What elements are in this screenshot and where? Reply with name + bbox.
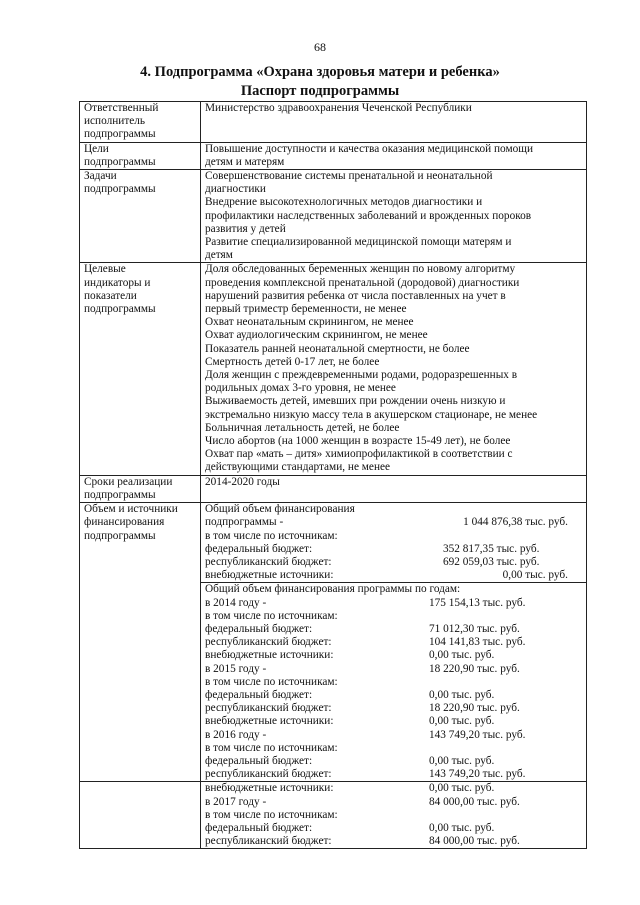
indicators-label: Целевые индикаторы и показатели подпрограммы [80, 263, 201, 475]
year-2016-republic: республиканский бюджет: 143 749,20 тыс. руб. [205, 768, 526, 781]
section-heading: 4. Подпрограмма «Охрана здоровья матери и ребенка» [140, 64, 500, 80]
tasks-value: Совершенствование системы пренатальной и неонатальной диагностики Внедрение высокотехнологичных методов диагностики и профилактики наследственных заболеваний и врожденных пороков развития у детей Развитие специализированной медицинской помощи матерям и детям [201, 170, 587, 263]
row-funding-totals [80, 503, 587, 583]
row-indicators [80, 263, 587, 475]
funding-label: Объем и источники финансирования подпрограммы [80, 503, 201, 782]
year-2015-federal: федеральный бюджет: 0,00 тыс. руб. [205, 688, 495, 701]
year-2014: в 2014 году - 175 154,13 тыс. руб. [205, 596, 526, 609]
row-funding-continued [80, 782, 587, 849]
year-2014-republic: республиканский бюджет: 104 141,83 тыс. руб. [205, 636, 526, 649]
funding-federal: федеральный бюджет: 352 817,35 тыс. руб. [205, 542, 540, 555]
funding-totals: Общий объем финансирования подпрограммы - 1 044 876,38 тыс. руб. в том числе по источникам: федеральный бюджет: 352 817,35 тыс. руб. республиканский бюджет: 692 059,03 тыс. руб. внебюджетные источники: 0,00 тыс. руб. [201, 503, 587, 583]
year-2016-federal: федеральный бюджет: 0,00 тыс. руб. [205, 754, 495, 767]
year-2015-extra: внебюджетные источники: 0,00 тыс. руб. [205, 715, 495, 728]
year-2016: в 2016 году - 143 749,20 тыс. руб. [205, 728, 526, 741]
funding-by-years-continued: внебюджетные источники: 0,00 тыс. руб. в 2017 году - 84 000,00 тыс. руб. в том числе по источникам: федеральный бюджет: 0,00 тыс. руб. республиканский бюджет: 84 000,00 тыс. руб. [201, 782, 587, 849]
indicators-value: Доля обследованных беременных женщин по новому алгоритму проведения комплексной пренатальной (дородовой) диагностики нарушений развития ребенка от числа поставленных на учет в первый триместр беременности, не менее Охват неонатальным скринингом, не менее Охват аудиологическим скринингом, не менее Показатель ранней неонатальной смертности, не более Смертность детей 0-17 лет, не более Доля женщин с преждевременными родами, родоразрешенных в родильных домах 3-го уровня, не менее Выживаемость детей, имевших при рождении очень низкую и экстремально низкую массу тела в акушерском стационаре, не менее Больничная летальность детей, не более Число абортов (на 1000 женщин в возрасте 15-49 лет), не более Охват пар «мать – дитя» химиопрофилактикой в соответствии с действующими стандартами, не менее [201, 263, 587, 475]
funding-total: подпрограммы - 1 044 876,38 тыс. руб. [205, 516, 568, 529]
row-terms [80, 475, 587, 502]
terms-value: 2014-2020 годы [201, 475, 587, 502]
year-2016-extra: внебюджетные источники: 0,00 тыс. руб. [205, 782, 495, 795]
year-2015-republic: республиканский бюджет: 18 220,90 тыс. руб. [205, 702, 520, 715]
passport-table [79, 101, 587, 849]
year-2017-federal: федеральный бюджет: 0,00 тыс. руб. [205, 821, 495, 834]
funding-by-years: Общий объем финансирования программы по годам: в 2014 году - 175 154,13 тыс. руб. в том числе по источникам: федеральный бюджет: 71 012,30 тыс. руб. республиканский бюджет: 104 141,83 тыс. руб. внебюджетные источники: 0,00 тыс. руб. в 2015 году - 18 220,90 тыс. руб. в том числе по источникам: федеральный бюджет: 0,00 тыс. руб. республиканский бюджет: 18 220,90 тыс. руб. внебюджетные источники: 0,00 тыс. руб. в 2016 году - 143 749,20 тыс. руб. в том числе по источникам: федеральный бюджет: 0,00 тыс. руб. республиканский бюджет: 143 749,20 тыс. руб. [201, 583, 587, 782]
terms-label: Сроки реализации подпрограммы [80, 475, 201, 502]
page-title [0, 63, 640, 101]
passport-heading: Паспорт подпрограммы [240, 83, 400, 99]
year-2014-extra: внебюджетные источники: 0,00 тыс. руб. [205, 649, 495, 662]
row-goals [80, 142, 587, 169]
row-tasks [80, 170, 587, 263]
tasks-label: Задачи подпрограммы [80, 170, 201, 263]
goals-value: Повышение доступности и качества оказания медицинской помощи детям и матерям [201, 142, 587, 169]
executor-label: Ответственный исполнитель подпрограммы [80, 102, 201, 143]
year-2015: в 2015 году - 18 220,90 тыс. руб. [205, 662, 520, 675]
page-number: 68 [314, 40, 326, 54]
year-2017-republic: республиканский бюджет: 84 000,00 тыс. руб. [205, 835, 520, 848]
row-executor [80, 102, 587, 143]
funding-extra: внебюджетные источники: 0,00 тыс. руб. [205, 569, 568, 582]
funding-label-continued [80, 782, 201, 849]
executor-value: Министерство здравоохранения Чеченской Республики [201, 102, 587, 143]
year-2014-federal: федеральный бюджет: 71 012,30 тыс. руб. [205, 622, 520, 635]
funding-republic: республиканский бюджет: 692 059,03 тыс. руб. [205, 555, 540, 568]
year-2017: в 2017 году - 84 000,00 тыс. руб. [205, 795, 520, 808]
goals-label: Цели подпрограммы [80, 142, 201, 169]
